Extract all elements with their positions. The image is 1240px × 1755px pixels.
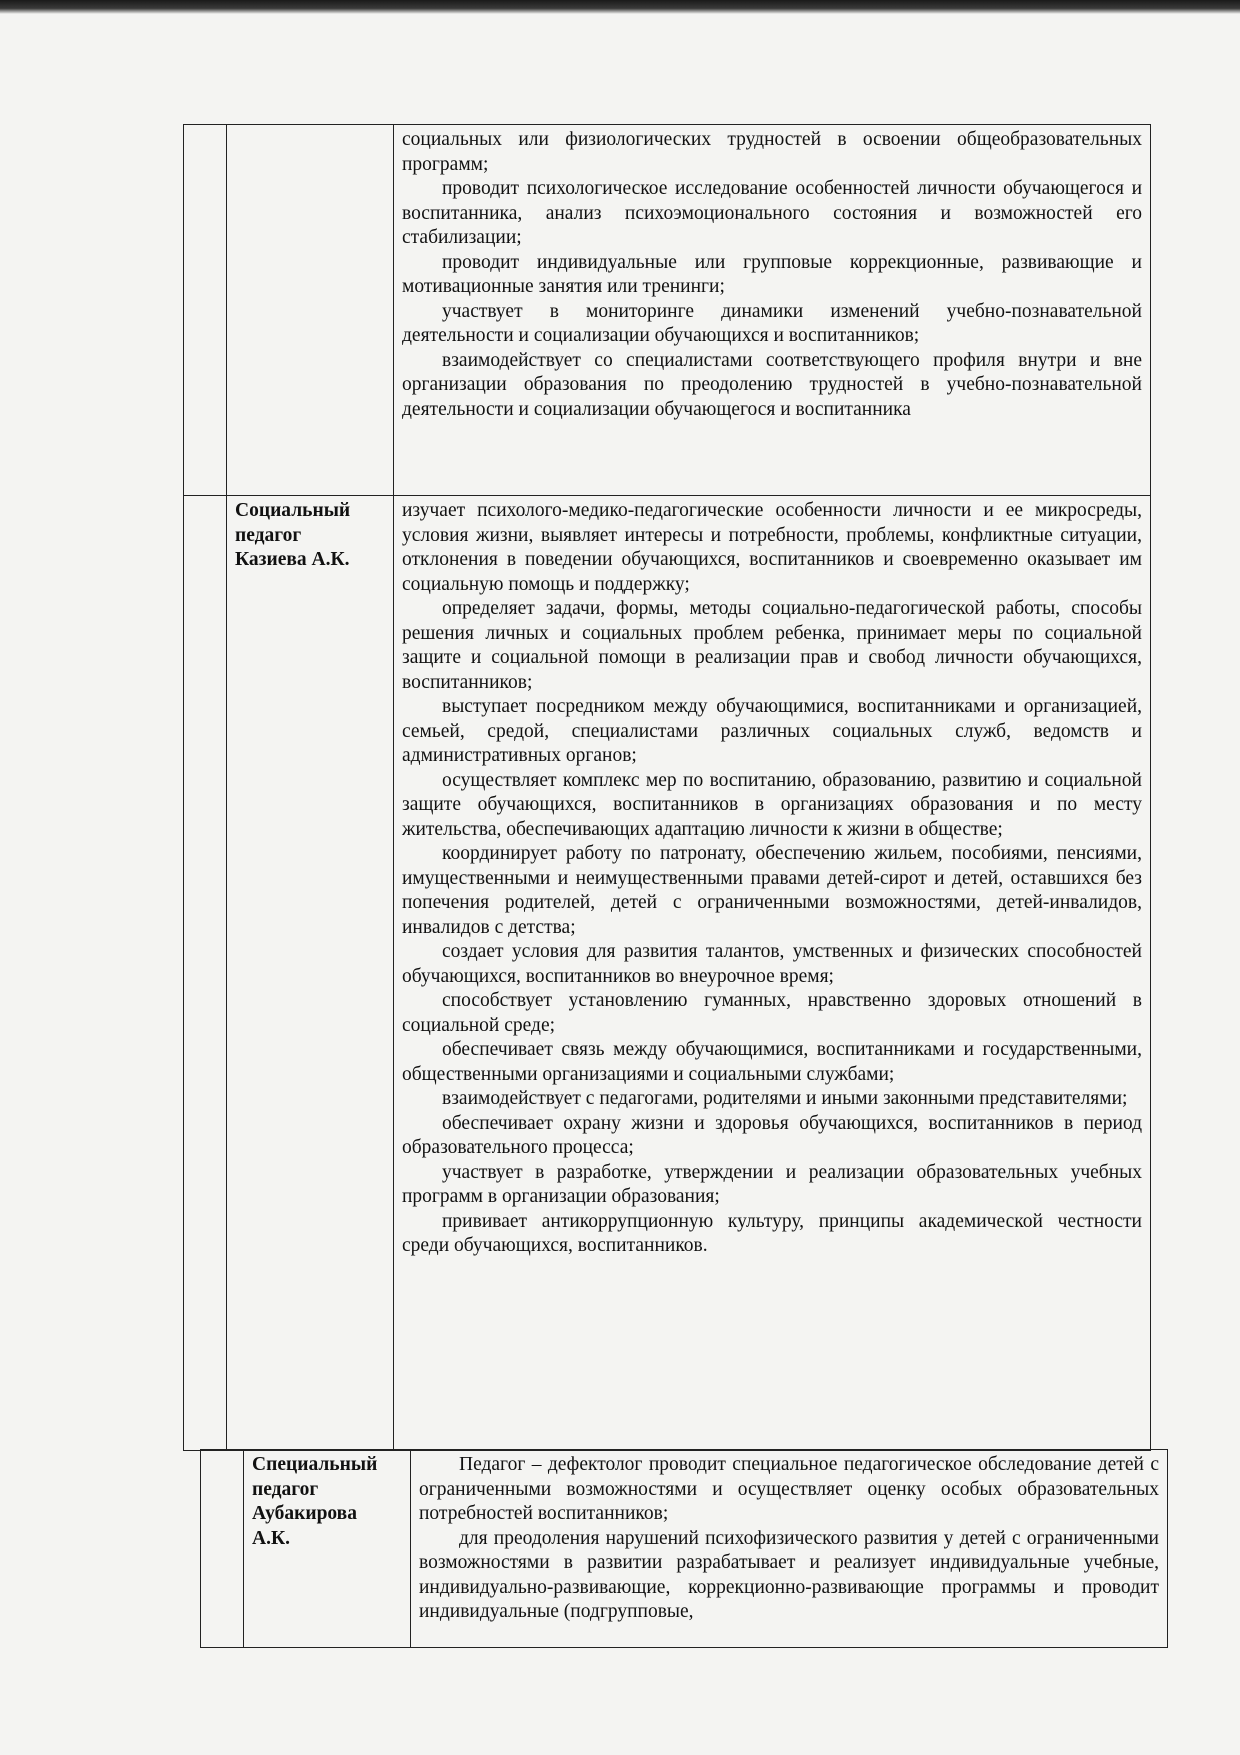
duty-paragraph: Педагог – дефектолог проводит специальное педагогическое обследование детей с ограниченными возможностями и осуществляет оценку особых образовательных потребностей воспитанников;	[419, 1454, 1159, 1524]
duty-paragraph: проводит психологическое исследование особенностей личности обучающегося и воспитанника, анализ психоэмоционального состояния и возможностей его стабилизации;	[402, 178, 1142, 248]
role-title: Социальный	[235, 500, 351, 521]
duty-paragraph: прививает антикоррупционную культуру, принципы академической честности среди обучающихся, воспитанников.	[402, 1210, 1142, 1256]
duty-paragraph: проводит индивидуальные или групповые коррекционные, развивающие и мотивационные занятия или тренинги;	[402, 251, 1142, 297]
duty-paragraph: обеспечивает связь между обучающимися, воспитанниками и государственными, общественными организациями и социальными службами;	[402, 1039, 1142, 1085]
duty-paragraph: координирует работу по патронату, обеспечению жильем, пособиями, пенсиями, имущественными и неимущественными правами детей-сирот и детей, оставшихся без попечения родителей, детей с ограниченными возможностями, детей-инвалидов, инвалидов с детства;	[402, 843, 1142, 938]
duty-paragraph: выступает посредником между обучающимися, воспитанниками и организацией, семьей, средой, специалистами различных социальных служб, ведомств и административных органов;	[402, 696, 1142, 766]
duties-cell	[411, 1450, 1168, 1648]
table-row	[184, 496, 1151, 1451]
duties-table-upper	[183, 124, 1151, 1451]
role-cell	[227, 125, 394, 496]
role-cell	[244, 1450, 411, 1648]
employee-name: Казиева А.К.	[235, 549, 350, 570]
number-cell	[184, 125, 227, 496]
duties-cell	[394, 496, 1151, 1451]
role-title: педагог	[252, 1478, 319, 1500]
duty-paragraph: участвует в мониторинге динамики изменений учебно-познавательной деятельности и социализации обучающихся и воспитанников;	[402, 300, 1142, 346]
role-cell	[227, 496, 394, 1451]
number-cell	[201, 1450, 244, 1648]
table-row	[201, 1450, 1168, 1648]
duty-paragraph: участвует в разработке, утверждении и реализации образовательных учебных программ в организации образования;	[402, 1161, 1142, 1207]
role-title: Специальный	[252, 1454, 378, 1475]
number-cell	[184, 496, 227, 1451]
table-row	[184, 125, 1151, 496]
duty-paragraph: социальных или физиологических трудностей в освоении общеобразовательных программ;	[402, 129, 1142, 175]
employee-name: Аубакирова	[252, 1503, 357, 1524]
duty-paragraph: обеспечивает охрану жизни и здоровья обучающихся, воспитанников в период образовательного процесса;	[402, 1112, 1142, 1158]
duty-paragraph: осуществляет комплекс мер по воспитанию, образованию, развитию и социальной защите обучающихся, воспитанников в организациях образования и по месту жительства, обеспечивающих адаптацию личности к жизни в обществе;	[402, 769, 1142, 840]
role-title: педагог	[235, 524, 302, 546]
employee-initials: А.К.	[252, 1527, 290, 1549]
duties-cell	[394, 125, 1151, 496]
duty-paragraph: взаимодействует с педагогами, родителями и иными законными представителями;	[442, 1088, 1128, 1109]
duty-paragraph: взаимодействует со специалистами соответствующего профиля внутри и вне организации образования по преодолению трудностей в учебно-познавательной деятельности и социализации обучающегося и воспитанника	[402, 349, 1142, 420]
duty-paragraph: для преодоления нарушений психофизического развития у детей с ограниченными возможностями в развитии разрабатывает и реализует индивидуальные учебные, индивидуально-развивающие, коррекционно-развивающие программы и проводит индивидуальные (подгрупповые,	[419, 1527, 1159, 1622]
duty-paragraph: определяет задачи, формы, методы социально-педагогической работы, способы решения личных и социальных проблем ребенка, принимает меры по социальной защите и социальной помощи в реализации прав и свобод личности обучающихся, воспитанников;	[402, 598, 1142, 693]
duty-paragraph: изучает психолого-медико-педагогические особенности личности и ее микросреды, условия жизни, выявляет интересы и потребности, проблемы, конфликтные ситуации, отклонения в поведении обучающихся, воспитанников и своевременно оказывает им социальную помощь и поддержку;	[402, 500, 1142, 595]
duty-paragraph: создает условия для развития талантов, умственных и физических способностей обучающихся, воспитанников во внеурочное время;	[402, 941, 1142, 987]
duties-table-lower	[200, 1449, 1168, 1648]
scan-edge	[0, 0, 1240, 14]
duty-paragraph: способствует установлению гуманных, нравственно здоровых отношений в социальной среде;	[402, 990, 1142, 1036]
